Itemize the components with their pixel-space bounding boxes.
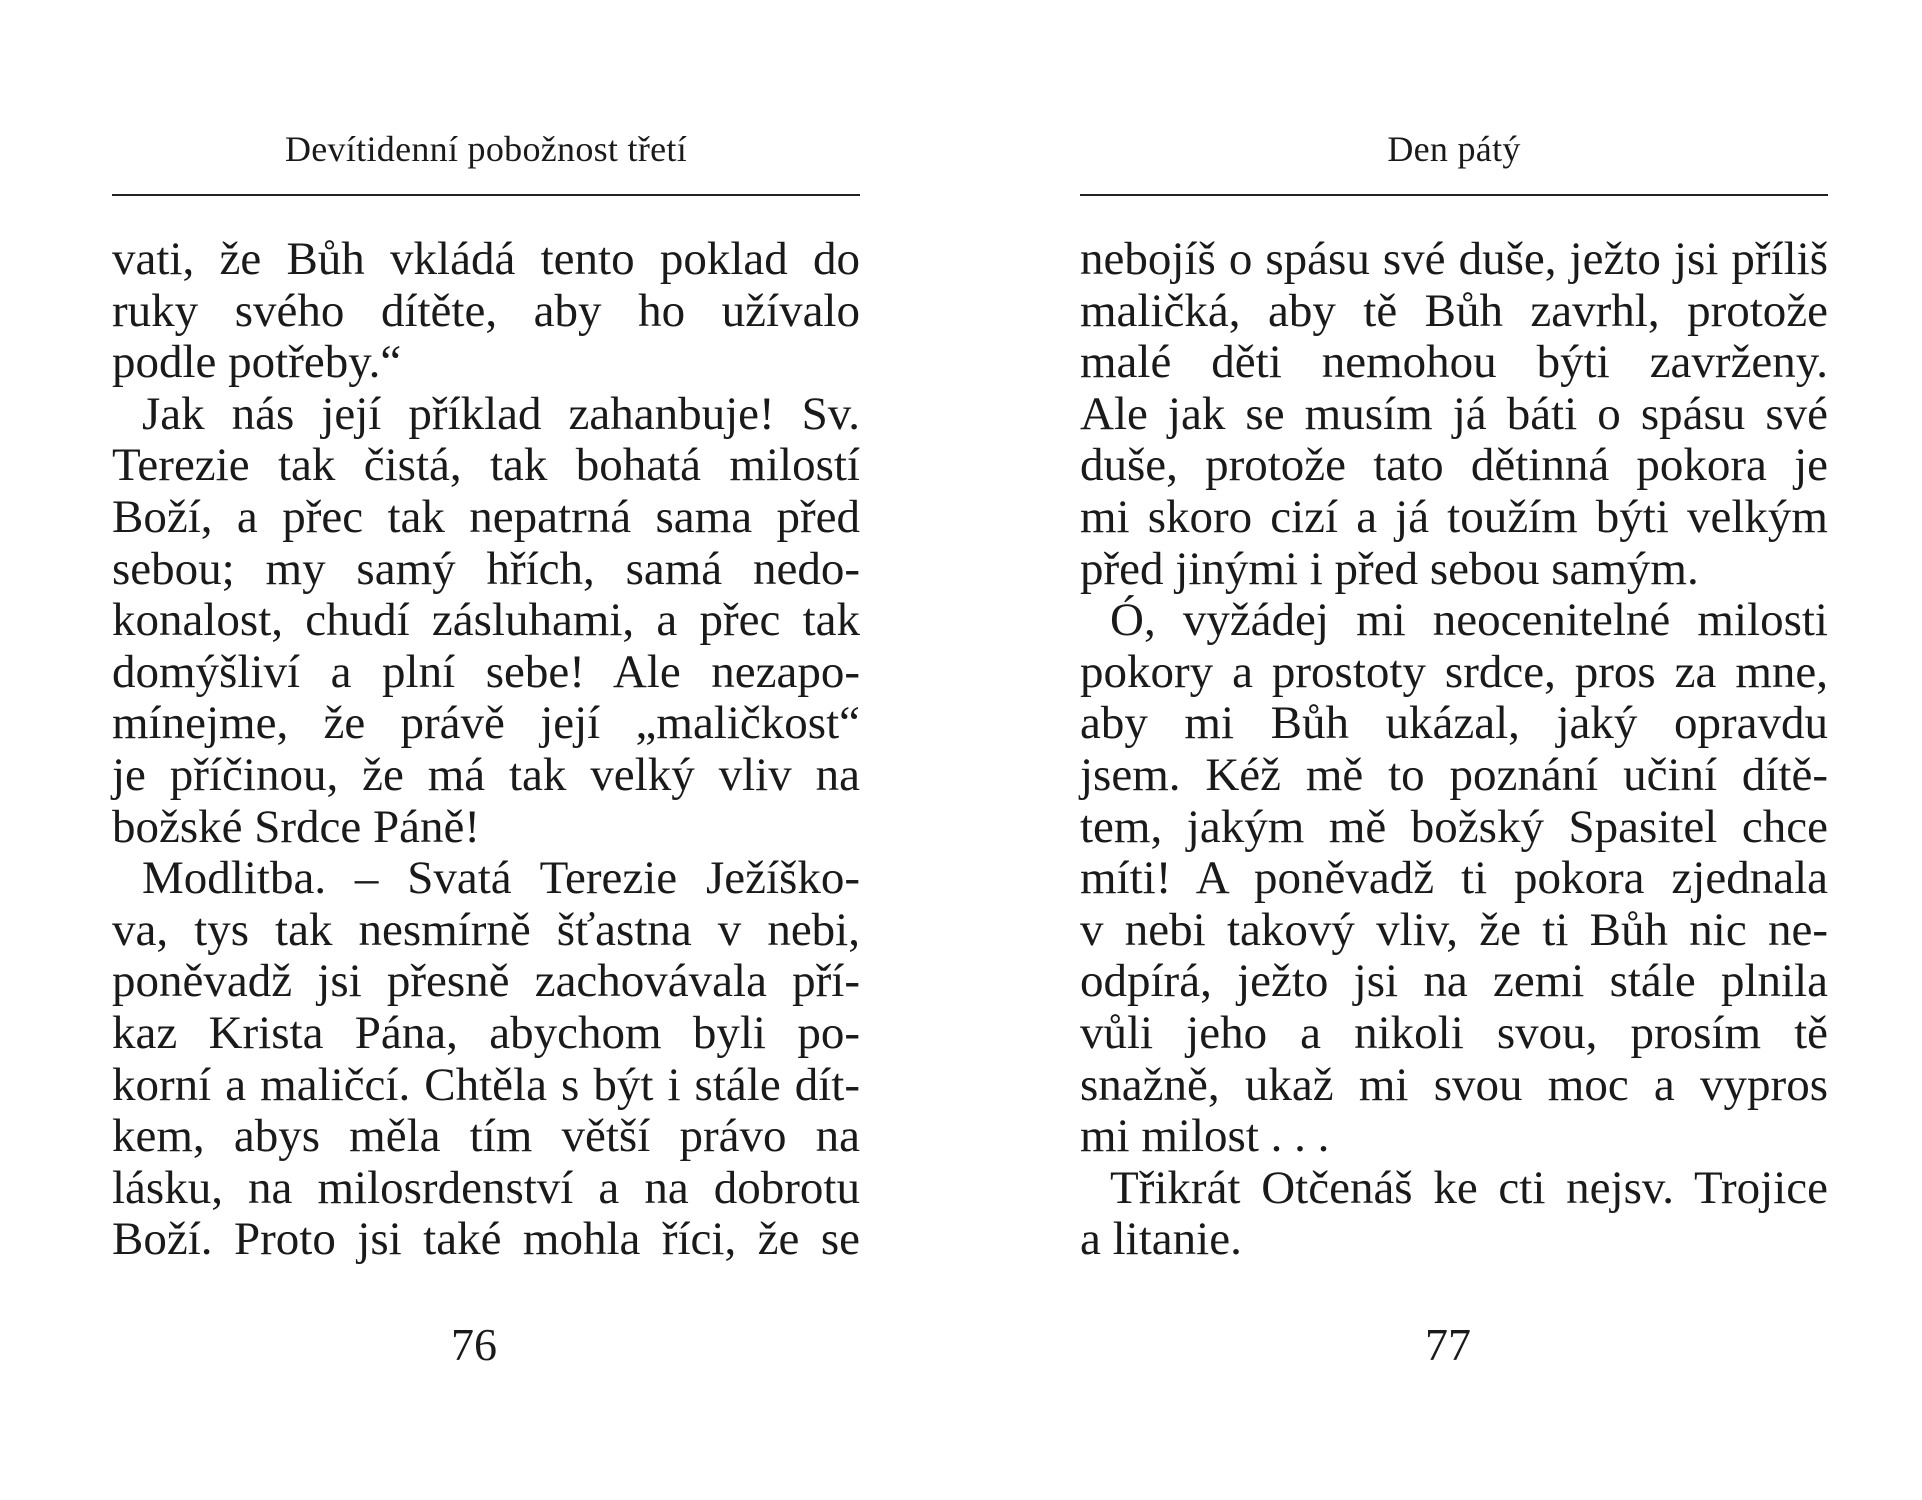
text-line: maličká, aby tě Bůh zavrhl, protože: [1080, 284, 1828, 337]
page-number-left: 76: [451, 1319, 497, 1370]
header-rule-right: [1080, 194, 1828, 196]
text-line: je příčinou, že má tak velký vliv na: [112, 748, 860, 801]
body-text-left: [112, 234, 860, 1266]
text-line: Boží, a přec tak nepatrná sama před: [112, 490, 860, 543]
text-line: domýšliví a plní sebe! Ale nezapo-: [112, 645, 860, 698]
text-line: pokory a prostoty srdce, pros za mne,: [1080, 645, 1828, 698]
running-head-right: Den pátý: [1387, 129, 1521, 169]
text-line: mínejme, že právě její „maličkost“: [112, 697, 860, 750]
header-rule-left: [112, 194, 860, 196]
body-text-right: [1080, 234, 1828, 1266]
text-line: Třikrát Otčenáš ke cti nejsv. Trojice: [1110, 1161, 1828, 1214]
text-line: korní a maličcí. Chtěla s být i stále dít-: [112, 1058, 860, 1111]
text-line: tem, jakým mě božský Spasitel chce: [1080, 800, 1828, 853]
text-line: kem, abys měla tím větší právo na: [112, 1110, 860, 1163]
text-line: ruky svého dítěte, aby ho užívalo: [112, 284, 860, 337]
text-line: před jinými i před sebou samým.: [1080, 542, 1699, 595]
text-line: malé děti nemohou býti zavrženy.: [1080, 336, 1828, 389]
text-line: Boží. Proto jsi také mohla říci, že se: [112, 1213, 860, 1266]
text-line: kaz Krista Pána, abychom byli po-: [112, 1006, 860, 1059]
running-head-left: Devítidenní pobožnost třetí: [284, 129, 688, 169]
page-number-right: 77: [1425, 1319, 1471, 1370]
text-line: vůli jeho a nikoli svou, prosím tě: [1080, 1006, 1828, 1059]
text-line: odpírá, ježto jsi na zemi stále plnila: [1080, 955, 1828, 1008]
text-line: podle potřeby.“: [112, 336, 402, 389]
text-line: Ale jak se musím já báti o spásu své: [1080, 387, 1828, 440]
text-line: a litanie.: [1080, 1213, 1242, 1266]
text-line: božské Srdce Páně!: [112, 800, 481, 853]
text-line: vati, že Bůh vkládá tento poklad do: [112, 233, 860, 285]
text-line: aby mi Bůh ukázal, jaký opravdu: [1080, 697, 1828, 750]
text-line: poněvadž jsi přesně zachovávala pří-: [112, 955, 860, 1008]
text-line: duše, protože tato dětinná pokora je: [1080, 439, 1828, 492]
text-line: Ó, vyžádej mi neocenitelné milosti: [1110, 594, 1828, 647]
text-line: Terezie tak čistá, tak bohatá milostí: [112, 439, 860, 492]
text-line: Jak nás její příklad zahanbuje! Sv.: [142, 387, 860, 440]
text-line: mi milost . . .: [1080, 1110, 1330, 1163]
text-line: mi skoro cizí a já toužím býti velkým: [1080, 490, 1828, 543]
text-line: snažně, ukaž mi svou moc a vypros: [1080, 1058, 1828, 1111]
text-line: míti! A poněvadž ti pokora zjednala: [1080, 852, 1828, 905]
text-line: v nebi takový vliv, že ti Bůh nic ne-: [1080, 903, 1828, 956]
text-line: Modlitba. – Svatá Terezie Ježíško-: [142, 852, 860, 905]
text-line: lásku, na milosrdenství a na dobrotu: [112, 1161, 860, 1214]
text-line: nebojíš o spásu své duše, ježto jsi příliš: [1080, 233, 1828, 285]
text-line: va, tys tak nesmírně šťastna v nebi,: [112, 903, 860, 956]
text-line: jsem. Kéž mě to poznání učiní dítě-: [1080, 748, 1828, 801]
text-line: sebou; my samý hřích, samá nedo-: [112, 542, 860, 595]
text-line: konalost, chudí zásluhami, a přec tak: [112, 594, 860, 647]
